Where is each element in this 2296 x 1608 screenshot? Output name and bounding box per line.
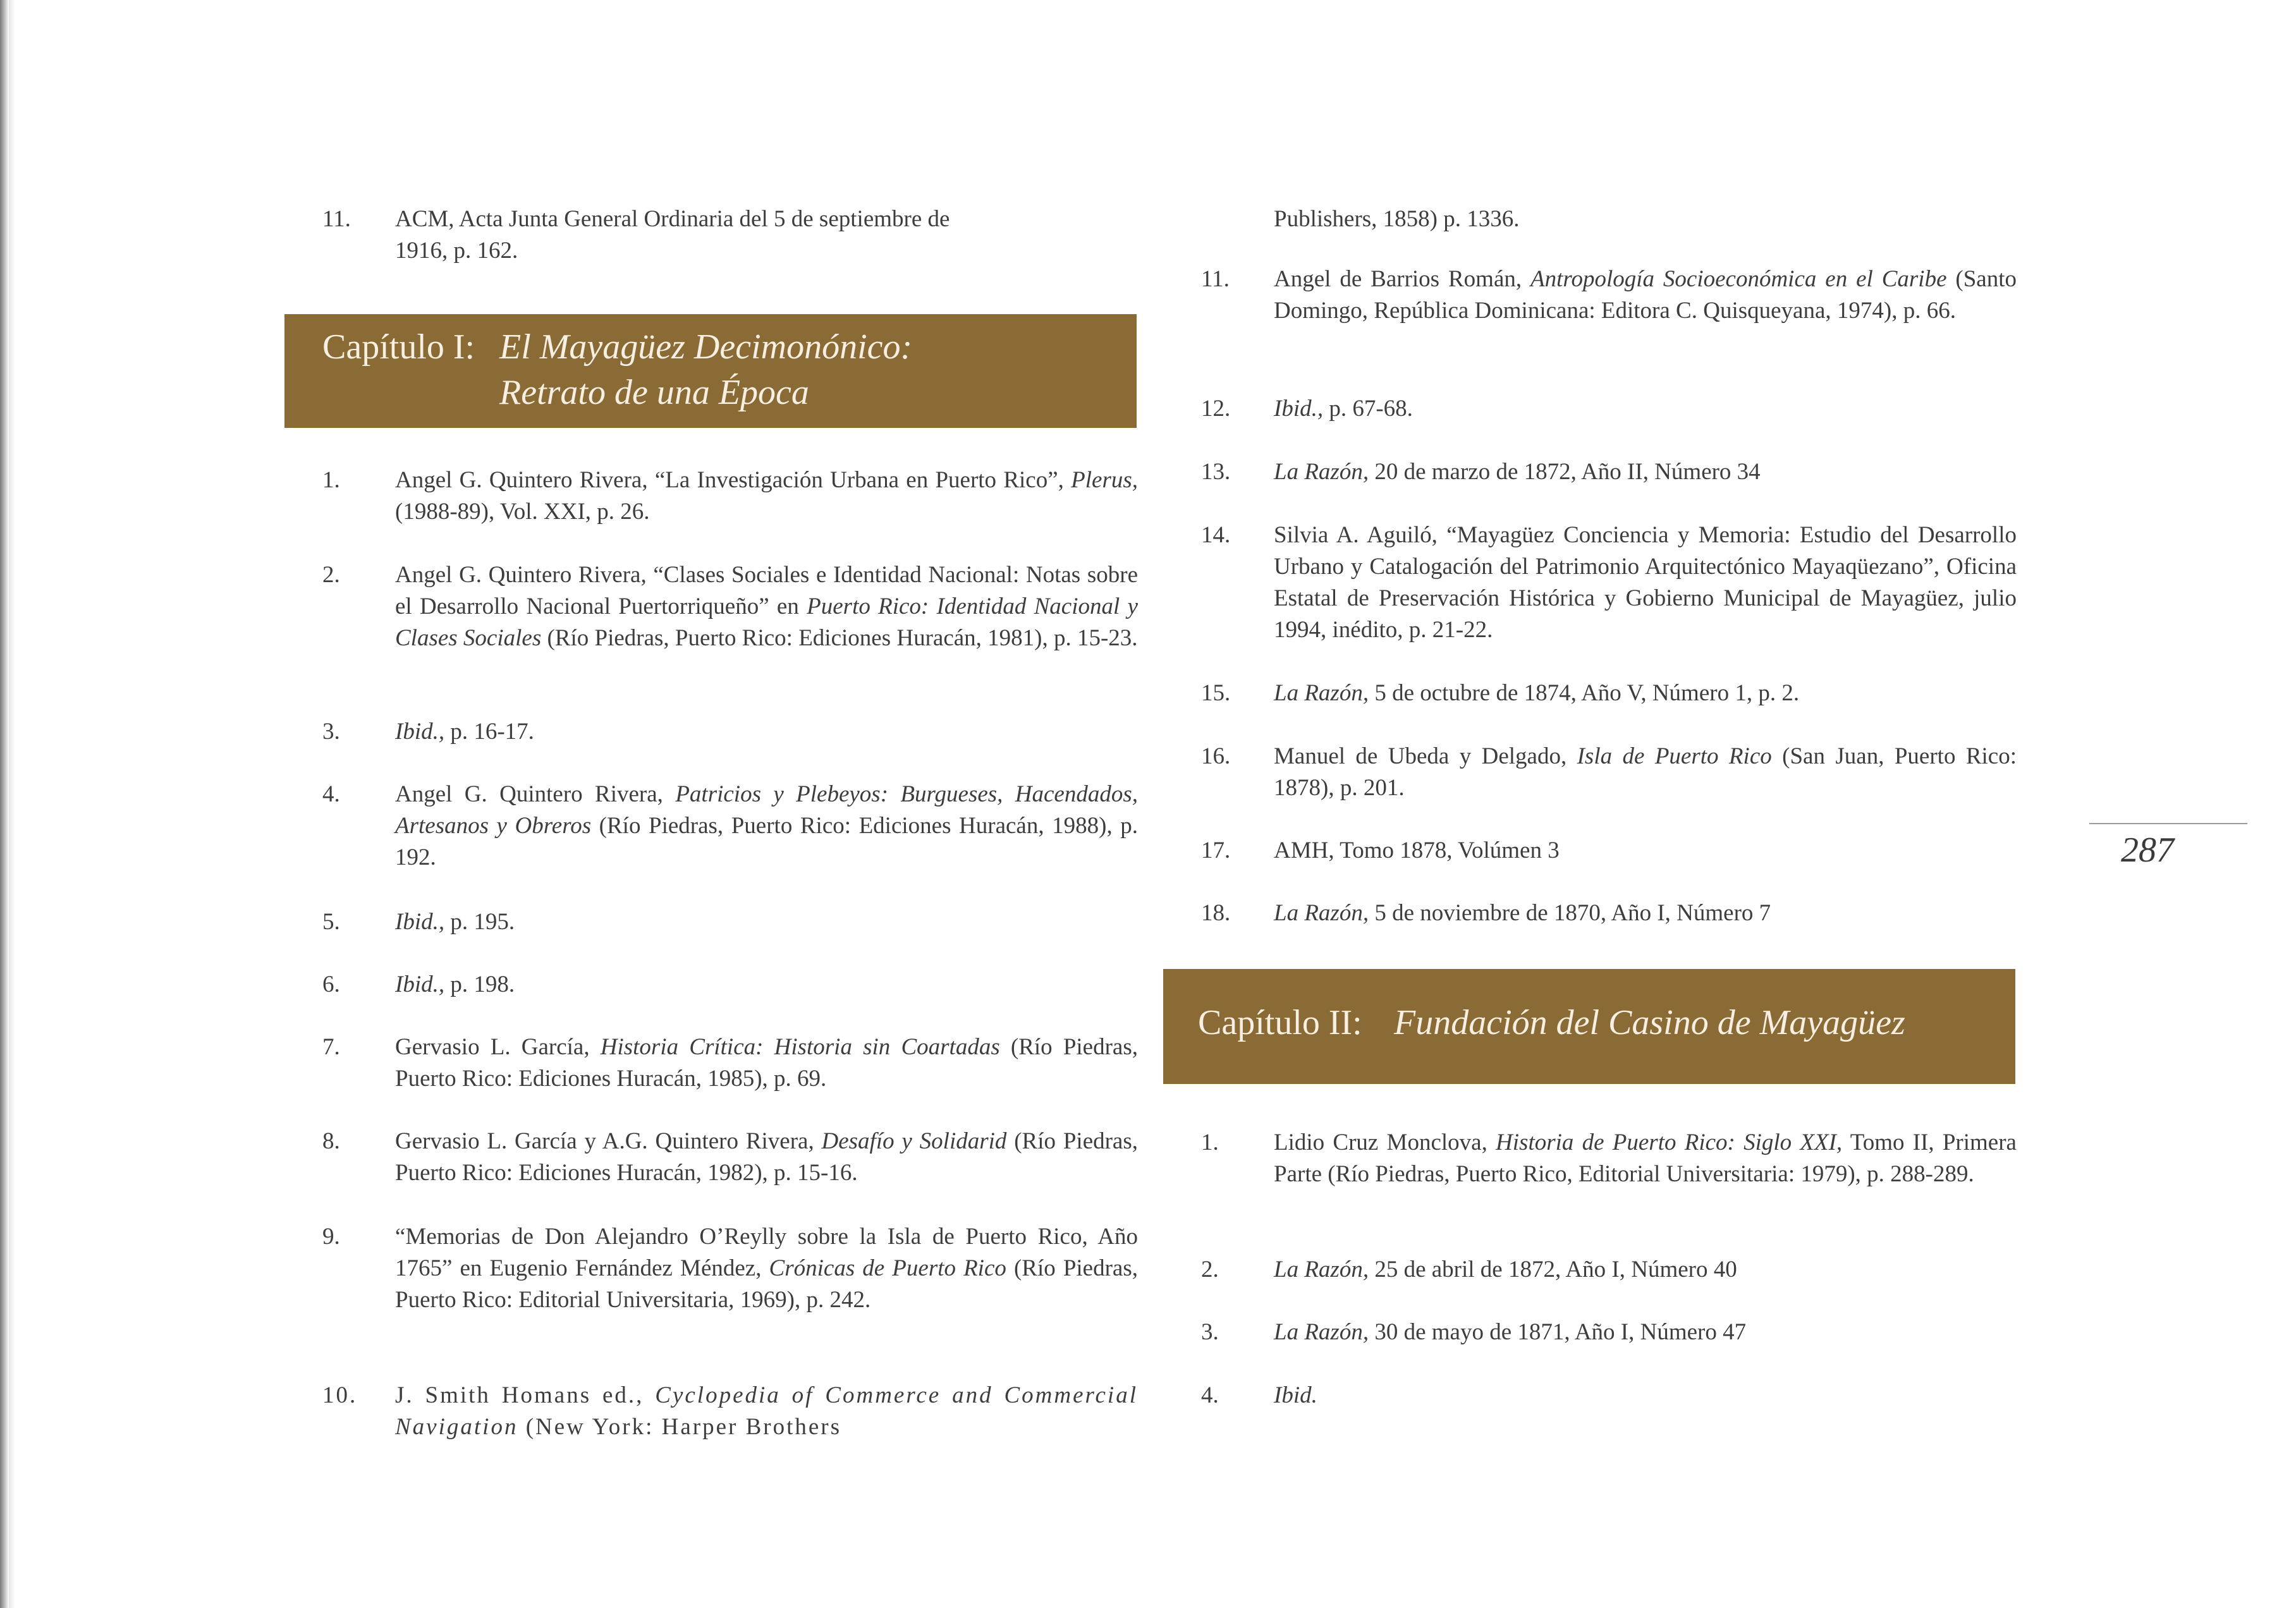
chapter-title: Fundación del Casino de Mayagüez xyxy=(1394,1003,1905,1042)
chapter-label: Capítulo II: xyxy=(1198,1003,1362,1042)
footnote-number: 11. xyxy=(1201,266,1230,292)
footnote-number: 5. xyxy=(322,909,340,935)
footnote-text: Ibid., p. 198. xyxy=(395,972,515,997)
page-number-rule xyxy=(2089,823,2247,824)
footnote-text: ACM, Acta Junta General Ordinaria del 5 de septiembre de 1916, p. 162. xyxy=(395,206,950,264)
page-number: 287 xyxy=(2121,831,2174,870)
footnote-number: 6. xyxy=(322,972,340,997)
footnote-text: J. Smith Homans ed., Cyclopedia of Commerce and Commercial Navigation (New York: Harper Brothers xyxy=(395,1382,1138,1440)
footnote-text: Ibid., p. 67-68. xyxy=(1274,396,1413,422)
footnote-number: 11. xyxy=(322,206,351,232)
footnote-text: Angel G. Quintero Rivera, Patricios y Plebeyos: Burgueses, Hacendados, Artesanos y Obreros (Río Piedras, Puerto Rico: Ediciones Huracán, 1988), p. 192. xyxy=(395,781,1139,870)
footnote-number: 1. xyxy=(1201,1130,1219,1155)
footnote-number: 16. xyxy=(1201,743,1231,769)
footnote-text: La Razón, 30 de mayo de 1871, Año I, Número 47 xyxy=(1274,1319,1747,1345)
footnote-number: 4. xyxy=(1201,1382,1219,1408)
footnote-text: “Memorias de Don Alejandro O’Reylly sobre la Isla de Puerto Rico, Año 1765” en Eugenio Fernández Méndez, Crónicas de Puerto Rico (Río Piedras, Puerto Rico: Editorial Universitaria, 1969), p. 242. xyxy=(395,1224,1138,1313)
footnote-text: Manuel de Ubeda y Delgado, Isla de Puerto Rico (San Juan, Puerto Rico: 1878), p. 201. xyxy=(1274,743,2017,801)
book-spine-shadow xyxy=(0,0,9,1608)
footnote-number: 7. xyxy=(322,1034,340,1060)
footnote-text: Angel G. Quintero Rivera, “La Investigación Urbana en Puerto Rico”, Plerus, (1988-89), Vol. XXI, p. 26. xyxy=(395,467,1138,525)
footnote-number: 10. xyxy=(322,1382,358,1408)
footnote-number: 4. xyxy=(322,781,340,807)
footnote-text: Ibid., p. 16-17. xyxy=(395,719,534,745)
footnote-text: Angel G. Quintero Rivera, “Clases Sociales e Identidad Nacional: Notas sobre el Desarrollo Nacional Puertorriqueño” en Puerto Rico: Identidad Nacional y Clases Sociales (Río Piedras, Puerto Rico: Ediciones Huracán, 1981), p. 15-23. xyxy=(395,562,1138,651)
footnote-text: Ibid., p. 195. xyxy=(395,909,515,935)
footnote-number: 15. xyxy=(1201,680,1231,706)
footnote-number: 12. xyxy=(1201,396,1231,422)
footnote-text: Lidio Cruz Monclova, Historia de Puerto Rico: Siglo XXI, Tomo II, Primera Parte (Río Piedras, Puerto Rico, Editorial Universitaria: 1979), p. 288-289. xyxy=(1274,1130,2017,1187)
footnote-number: 3. xyxy=(1201,1319,1219,1345)
footnote-number: 2. xyxy=(1201,1257,1219,1282)
footnote-text: Ibid. xyxy=(1274,1382,1317,1408)
footnote-number: 3. xyxy=(322,719,340,745)
footnote-text: Gervasio L. García, Historia Crítica: Historia sin Coartadas (Río Piedras, Puerto Rico: Ediciones Huracán, 1985), p. 69. xyxy=(395,1034,1138,1092)
footnote-number: 1. xyxy=(322,467,340,493)
chapter-1-banner xyxy=(284,314,1137,428)
footnote-text: AMH, Tomo 1878, Volúmen 3 xyxy=(1274,838,1560,863)
footnote-text: La Razón, 25 de abril de 1872, Año I, Número 40 xyxy=(1274,1257,1737,1282)
chapter-title-line-1: El Mayagüez Decimonónico: xyxy=(499,327,913,367)
book-gutter xyxy=(9,0,15,1608)
footnote-number: 17. xyxy=(1201,838,1231,863)
footnote-text: Silvia A. Aguiló, “Mayagüez Conciencia y Memoria: Estudio del Desarrollo Urbano y Catalogación del Patrimonio Arquitectónico Mayaqüezano”, Oficina Estatal de Preservación Histórica y Gobierno Municipal de Mayagüez, julio 1994, inédito, p. 21-22. xyxy=(1274,522,2017,643)
footnote-number: 14. xyxy=(1201,522,1231,548)
footnote-number: 9. xyxy=(322,1224,340,1250)
footnote-text: La Razón, 20 de marzo de 1872, Año II, Número 34 xyxy=(1274,459,1761,485)
footnote-number: 18. xyxy=(1201,900,1231,926)
chapter-label: Capítulo I: xyxy=(322,327,475,367)
footnote-number: 8. xyxy=(322,1128,340,1154)
footnote-number: 13. xyxy=(1201,459,1231,485)
footnote-number: 2. xyxy=(322,562,340,588)
footnote-text: La Razón, 5 de noviembre de 1870, Año I, Número 7 xyxy=(1274,900,1771,926)
footnote-text: La Razón, 5 de octubre de 1874, Año V, Número 1, p. 2. xyxy=(1274,680,1800,706)
footnote-text: Angel de Barrios Román, Antropología Socioeconómica en el Caribe (Santo Domingo, República Dominicana: Editora C. Quisqueyana, 1974), p. 66. xyxy=(1274,266,2017,324)
footnote-text: Publishers, 1858) p. 1336. xyxy=(1274,206,1520,232)
chapter-2-banner xyxy=(1163,969,2015,1084)
chapter-title-line-2: Retrato de una Época xyxy=(499,373,809,412)
footnote-text: Gervasio L. García y A.G. Quintero Rivera, Desafío y Solidarid (Río Piedras, Puerto Rico: Ediciones Huracán, 1982), p. 15-16. xyxy=(395,1128,1139,1186)
